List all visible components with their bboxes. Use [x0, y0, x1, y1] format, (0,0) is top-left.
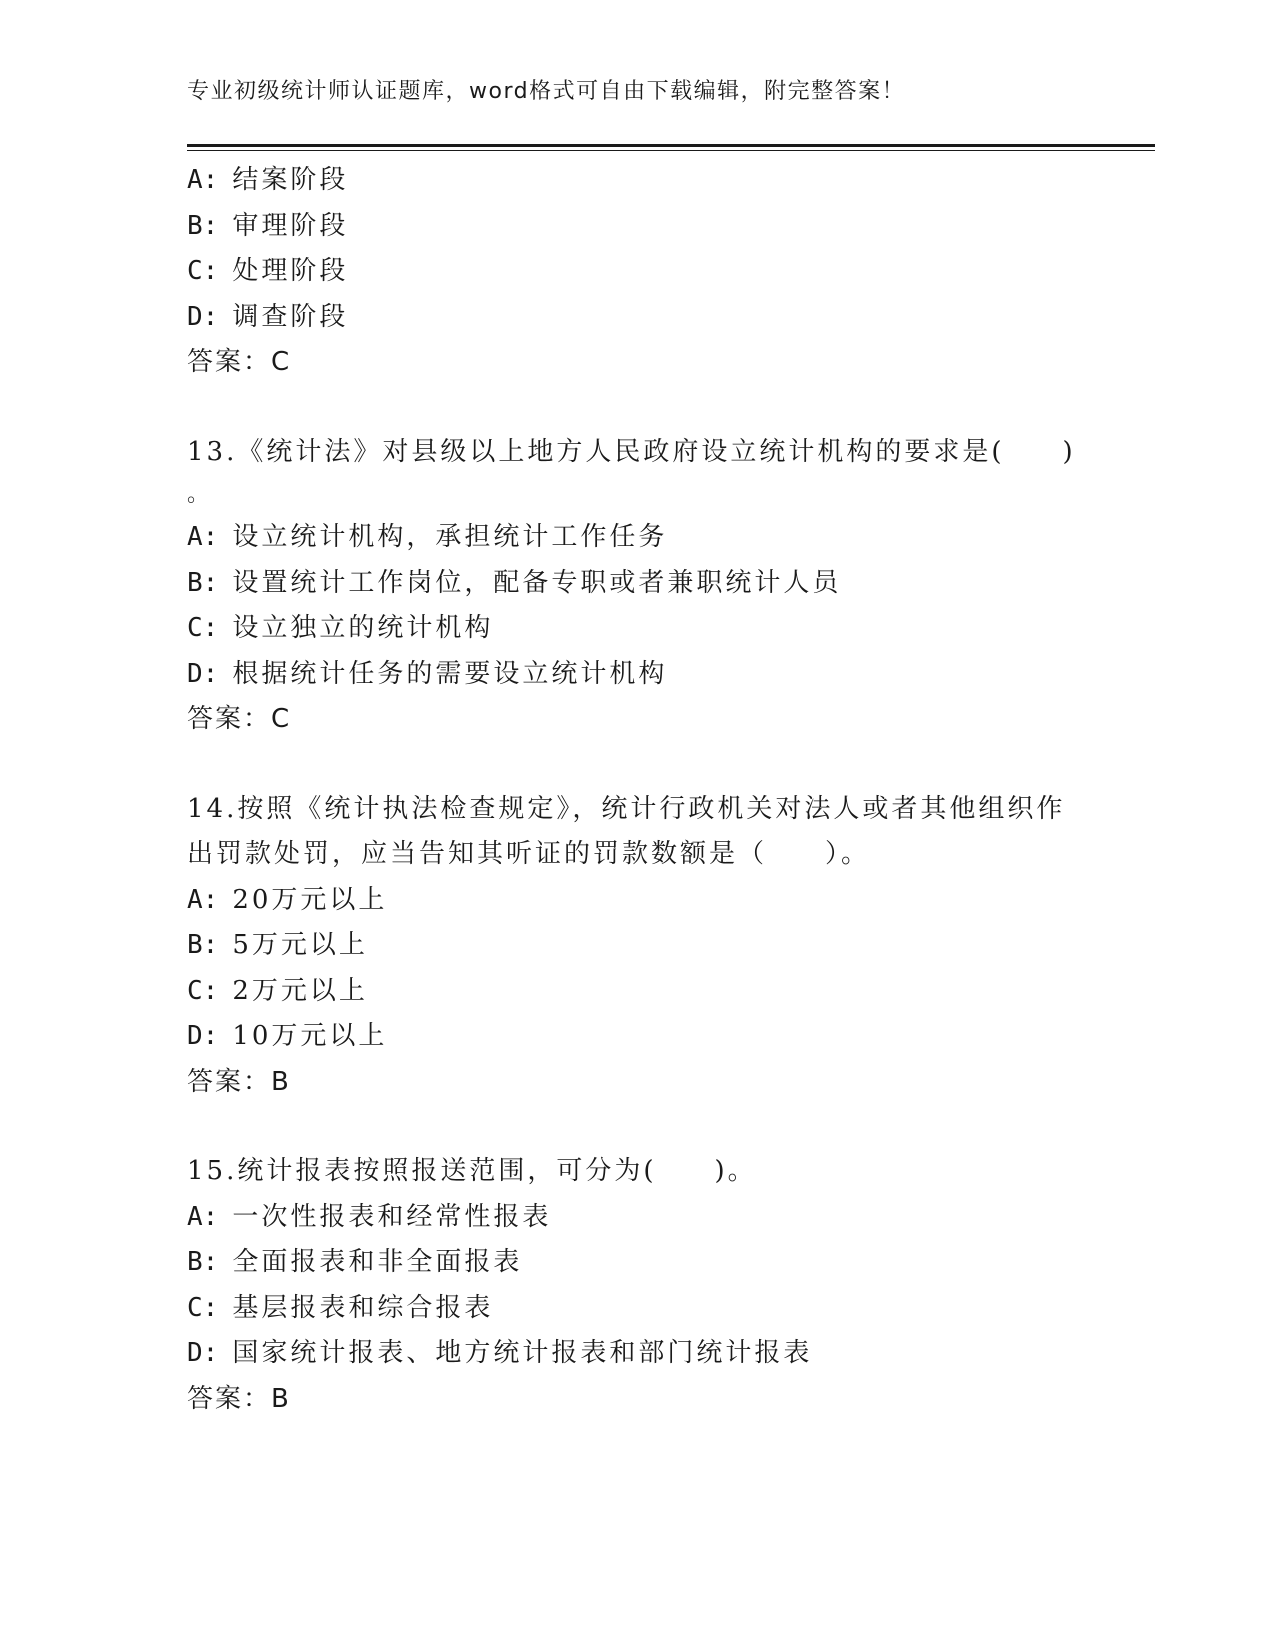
- question-stem-line-1: 14.按照《统计执法检查规定》，统计行政机关对法人或者其他组织作: [187, 793, 1066, 824]
- option-b: [187, 204, 1107, 250]
- answer-line: 答案：B: [187, 1066, 291, 1097]
- option-letter: C:: [187, 975, 219, 1006]
- answer-line: 答案：C: [187, 704, 292, 734]
- option-text: 调查阶段: [232, 301, 349, 332]
- option-letter: B:: [187, 1247, 219, 1277]
- header-rule-thin: [187, 150, 1155, 151]
- answer-line: 答案：C: [187, 347, 292, 377]
- option-letter: C:: [187, 256, 219, 286]
- option-letter: D:: [187, 658, 219, 689]
- option-c: [187, 969, 1107, 1015]
- option-a: [187, 515, 1107, 561]
- question-15: [187, 1149, 1107, 1422]
- option-letter: C:: [187, 613, 219, 643]
- option-b: [187, 561, 1107, 607]
- question-stem: 15.统计报表按照报送范围，可分为( )。: [187, 1156, 757, 1186]
- option-text: 10万元以上: [232, 1021, 388, 1051]
- option-c: [187, 249, 1107, 295]
- spacer: [187, 743, 1107, 787]
- option-text: 基层报表和综合报表: [232, 1292, 494, 1323]
- option-letter: A:: [187, 522, 219, 552]
- question-13: [187, 430, 1107, 743]
- spacer: [187, 1105, 1107, 1149]
- question-stem-line-2: 出罚款处罚，应当告知其听证的罚款数额是（ ）。: [187, 839, 871, 869]
- header-rule-thick: [187, 144, 1155, 147]
- option-letter: D:: [187, 1338, 219, 1368]
- option-a: [187, 1195, 1107, 1241]
- option-letter: A:: [187, 884, 219, 915]
- option-letter: C:: [187, 1292, 219, 1323]
- option-letter: D:: [187, 301, 219, 332]
- option-text: 审理阶段: [232, 210, 349, 241]
- question-12: [187, 158, 1107, 386]
- option-text: 20万元以上: [232, 884, 388, 915]
- option-text: 结案阶段: [232, 165, 349, 195]
- option-c: [187, 606, 1107, 652]
- option-a: [187, 158, 1107, 204]
- option-text: 根据统计任务的需要设立统计机构: [232, 658, 668, 689]
- option-text: 5万元以上: [232, 930, 368, 960]
- option-text: 设立统计机构，承担统计工作任务: [232, 522, 668, 552]
- option-a: [187, 878, 1107, 924]
- option-c: [187, 1286, 1107, 1332]
- option-d: [187, 652, 1107, 698]
- answer-line: 答案：B: [187, 1383, 291, 1414]
- question-content: [187, 158, 1107, 1422]
- header-note: 专业初级统计师认证题库，word格式可自由下载编辑，附完整答案！: [187, 79, 906, 104]
- option-letter: B:: [187, 567, 219, 598]
- option-d: [187, 1331, 1107, 1377]
- option-text: 国家统计报表、地方统计报表和部门统计报表: [232, 1338, 813, 1368]
- option-text: 一次性报表和经常性报表: [232, 1201, 552, 1232]
- option-d: [187, 1014, 1107, 1060]
- question-stem-tail: 。: [187, 482, 213, 507]
- question-14: [187, 787, 1107, 1106]
- option-letter: B:: [187, 210, 219, 241]
- option-letter: B:: [187, 930, 219, 960]
- option-text: 处理阶段: [232, 256, 349, 286]
- option-d: [187, 295, 1107, 341]
- question-stem: 13.《统计法》对县级以上地方人民政府设立统计机构的要求是( ): [187, 436, 1076, 467]
- spacer: [187, 386, 1107, 430]
- option-b: [187, 1240, 1107, 1286]
- option-text: 全面报表和非全面报表: [232, 1247, 523, 1277]
- option-text: 2万元以上: [232, 975, 368, 1006]
- option-letter: A:: [187, 1201, 219, 1232]
- option-text: 设立独立的统计机构: [232, 613, 494, 643]
- option-letter: A:: [187, 165, 219, 195]
- option-text: 设置统计工作岗位，配备专职或者兼职统计人员: [232, 567, 842, 598]
- option-b: [187, 923, 1107, 969]
- option-letter: D:: [187, 1021, 219, 1051]
